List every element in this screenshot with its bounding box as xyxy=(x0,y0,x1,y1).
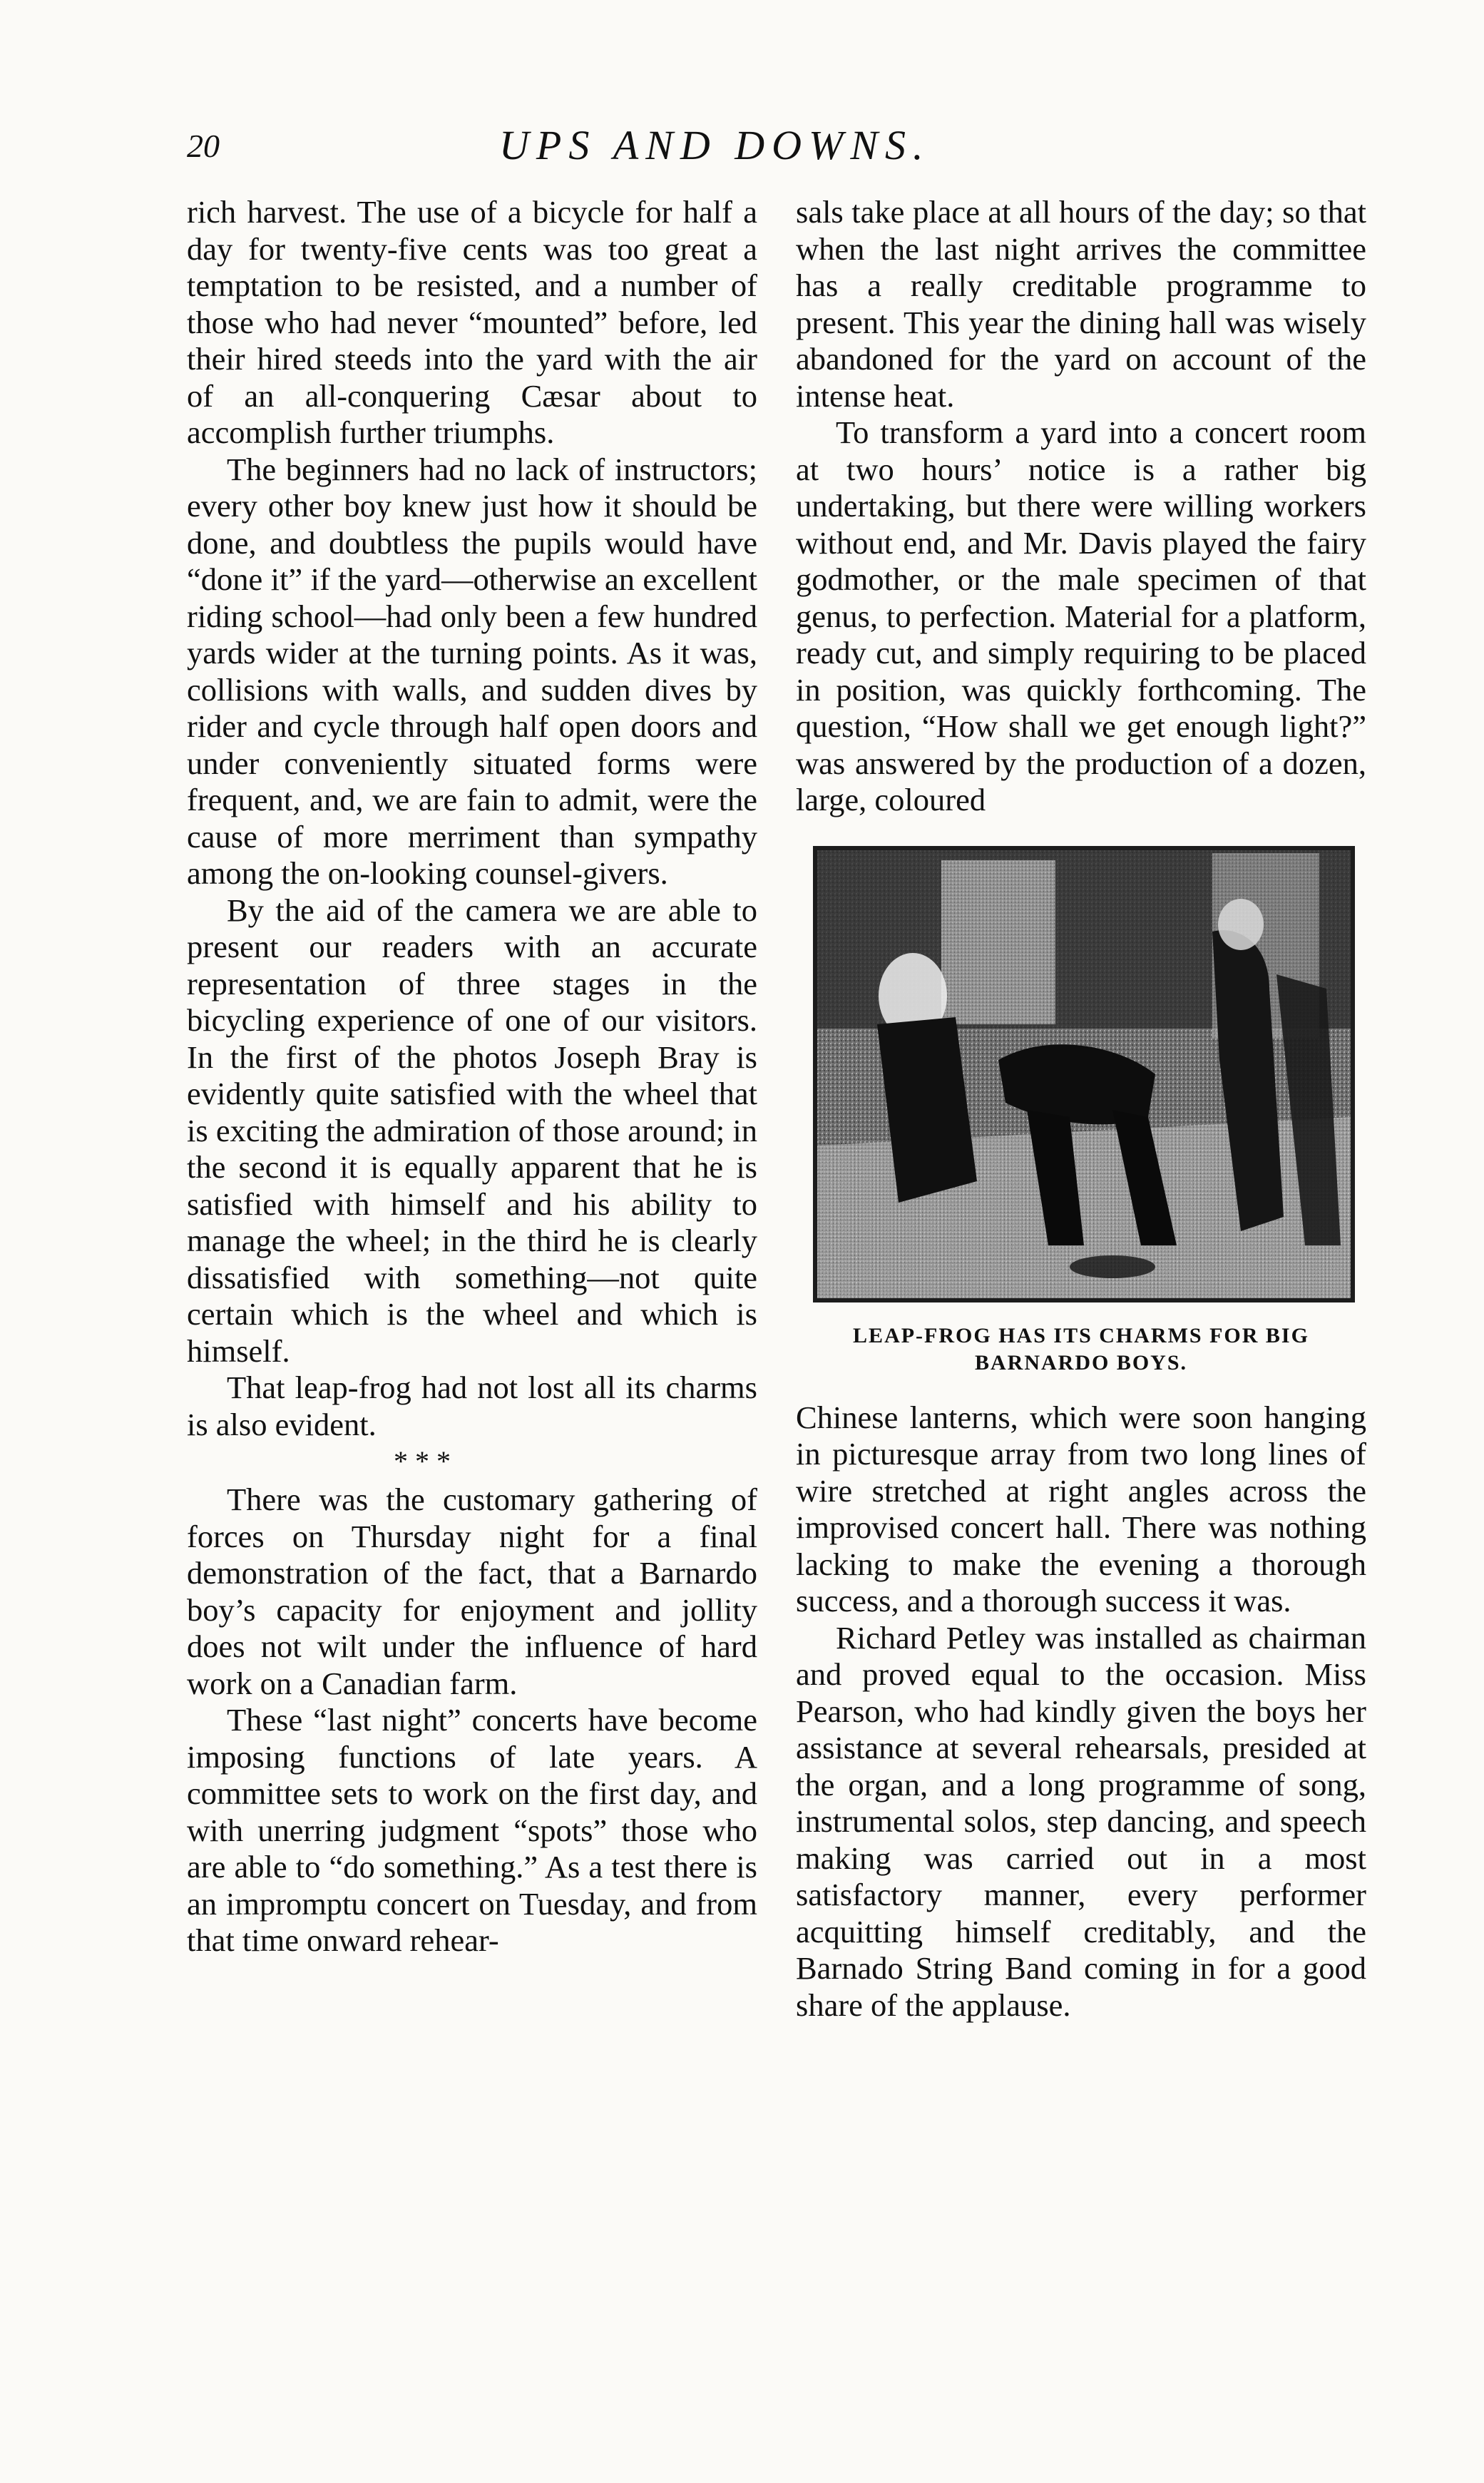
right-column xyxy=(796,194,1366,2024)
paragraph: To transform a yard into a concert room at two hours’ notice is a rather big undertaking, but there were willing workers without end, and Mr. Davis played the fairy godmother, or the male specimen of that genus, to perfection. Material for a platform, ready cut, and simply requiring to be placed in position, was quickly forthcoming. The question, “How shall we get enough light?” was answered by the production of a dozen, large, coloured xyxy=(796,414,1366,817)
paragraph: The beginners had no lack of instructors; every other boy knew just how it should be done, and doubtless the pupils would have “done it” if the yard—otherwise an excellent riding school—had only been a few hundred yards wider at the turning points. As it was, collisions with walls, and sudden dives by rider and cycle through half open doors and under conveniently situated forms were frequent, and, we are fain to admit, were the cause of more merriment than sympathy among the on-looking counsel-givers. xyxy=(187,451,757,891)
figure xyxy=(796,846,1366,1377)
paragraph: There was the customary gathering of forces on Thursday night for a final demonstration of the fact, that a Barnardo boy’s capacity for enjoyment and jollity does not wilt under the influence of hard work on a Canadian farm. xyxy=(187,1482,757,1701)
running-head: UPS AND DOWNS. xyxy=(499,122,931,168)
section-separator: * * * xyxy=(394,1445,451,1477)
paragraph: By the aid of the camera we are able to present our readers with an accurate representation of three stages in the bicycling experience of one of our visitors. In the first of the photos Joseph Bray is evidently quite satisfied with the wheel that is exciting the admiration of those around; in the second it is equally apparent that he is satisfied with himself and his ability to manage the wheel; in the third he is clearly dissatisfied with something—not quite certain which is the wheel and which is himself. xyxy=(187,892,757,1369)
left-column xyxy=(187,194,757,1959)
paragraph: sals take place at all hours of the day; so that when the last night arrives the committee has a really creditable programme to present. This year the dining hall was wisely abandoned for the yard on account of the intense heat. xyxy=(796,194,1366,414)
paragraph: Chinese lanterns, which were soon hanging in picturesque array from two long lines of wire stretched at right angles across the improvised concert hall. There was nothing lacking to make the evening a thorough success, and a thorough success it was. xyxy=(796,1399,1366,1618)
page-header xyxy=(0,121,1484,178)
paragraph: These “last night” concerts have become imposing functions of late years. A committee sets to work on the first day, and with unerring judgment “spots” those who are able to “do something.” As a test there is an impromptu concert on Tuesday, and from that time onward rehear- xyxy=(187,1702,757,1958)
photo-caption: LEAP-FROG HAS ITS CHARMS FOR BIG BARNARDO BOYS. xyxy=(853,1323,1309,1375)
leapfrog-photo xyxy=(813,846,1355,1302)
paragraph: Richard Petley was installed as chairman and proved equal to the occasion. Miss Pearson, who had kindly given the boys her assistance at several rehearsals, presided at the organ, and a long programme of song, instrumental solos, step dancing, and speech making was carried out in a most satisfactory manner, every performer acquitting himself creditably, and the Barnado String Band coming in for a good share of the applause. xyxy=(796,1619,1366,2023)
paragraph: That leap-frog had not lost all its charms is also evident. xyxy=(187,1370,757,1442)
paragraph: rich harvest. The use of a bicycle for half a day for twenty-five cents was too great a temptation to be resisted, and a number of those who had never “mounted” before, led their hired steeds into the yard with the air of an all-conquering Cæsar about to accomplish further triumphs. xyxy=(187,194,757,450)
page-number: 20 xyxy=(187,128,220,164)
